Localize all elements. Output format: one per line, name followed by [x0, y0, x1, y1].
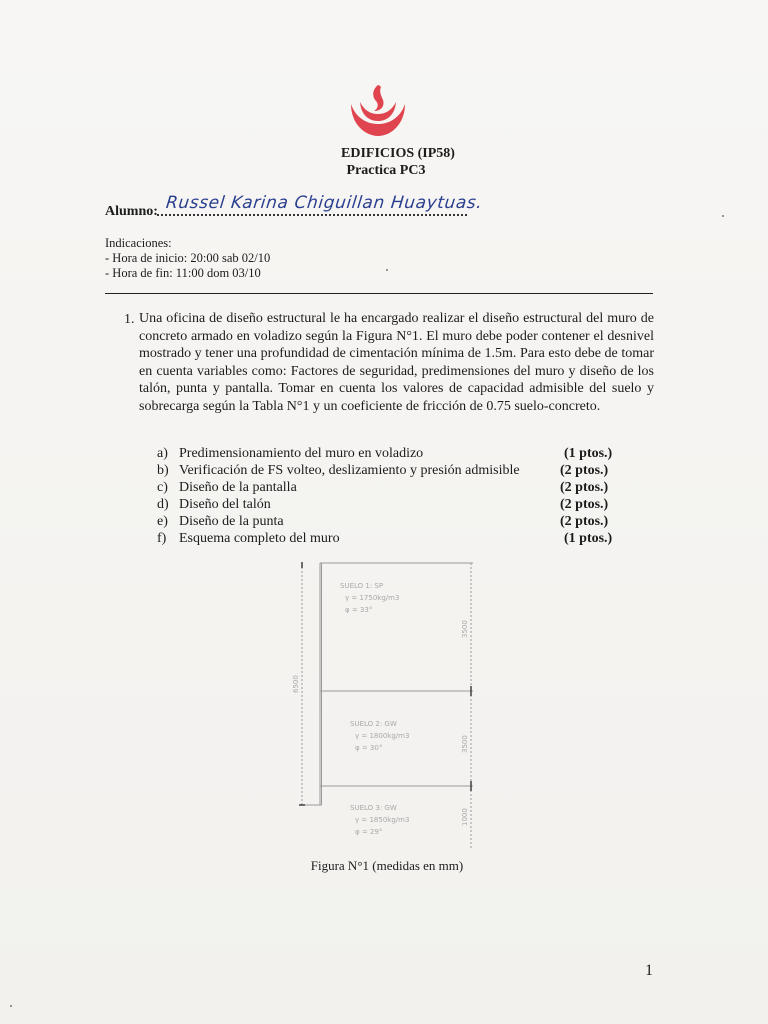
layer2-phi: φ = 30° — [355, 744, 383, 752]
student-name-line — [157, 213, 467, 216]
layer1-dim: 3500 — [461, 620, 469, 638]
student-label: Alumno: — [105, 204, 158, 219]
instructions-end-time: - Hora de fin: 11:00 dom 03/10 — [105, 266, 261, 280]
item-points: (1 ptos.) — [564, 446, 613, 461]
layer2-gamma: γ = 1800kg/m3 — [355, 732, 410, 740]
scan-speck — [10, 1005, 12, 1007]
instructions-start-time: - Hora de inicio: 20:00 sab 02/10 — [105, 251, 271, 265]
layer2-dim: 3500 — [461, 735, 469, 753]
item-text: Diseño de la punta — [179, 514, 284, 529]
item-points: (1 ptos.) — [564, 531, 613, 546]
layer3-gamma: γ = 1850kg/m3 — [355, 816, 410, 824]
student-name-handwritten: Russel Karina Chiguillan Huaytuas. — [164, 193, 484, 213]
item-letter: c) — [157, 480, 168, 495]
layer1-gamma: γ = 1750kg/m3 — [345, 594, 400, 602]
item-letter: b) — [157, 463, 169, 478]
retaining-wall-figure — [290, 558, 490, 853]
layer1-phi: φ = 33° — [345, 606, 373, 614]
item-points: (2 ptos.) — [560, 463, 609, 478]
item-letter: e) — [157, 514, 168, 529]
item-points: (2 ptos.) — [560, 480, 609, 495]
scan-speck — [386, 269, 388, 271]
question-number: 1. — [124, 312, 135, 327]
overall-height-dim: 6500 — [292, 675, 300, 693]
exam-title: Practica PC3 — [346, 163, 426, 178]
university-logo — [345, 82, 411, 138]
item-text: Verificación de FS volteo, deslizamiento y presión admisible — [179, 463, 520, 478]
item-points: (2 ptos.) — [560, 514, 609, 529]
instructions-heading: Indicaciones: — [105, 236, 172, 250]
figure-caption: Figura N°1 (medidas en mm) — [310, 858, 464, 873]
item-letter: f) — [157, 531, 167, 546]
item-text: Diseño del talón — [179, 497, 271, 512]
item-text: Predimensionamiento del muro en voladizo — [179, 446, 424, 461]
page-number: 1 — [645, 962, 653, 979]
item-letter: d) — [157, 497, 169, 512]
layer3-phi: φ = 29° — [355, 828, 383, 836]
scan-speck — [722, 215, 724, 217]
divider-line — [105, 293, 653, 294]
layer3-dim: 1000 — [461, 808, 469, 826]
item-letter: a) — [157, 446, 168, 461]
item-points: (2 ptos.) — [560, 497, 609, 512]
question-text: Una oficina de diseño estructural le ha encargado realizar el diseño estructural del muro de concreto armado en voladizo según la Figura N°1. El muro debe poder contener el desnivel mostrado y tener una profundidad de cimentación mínima de 1.5m. Para esto debe de tomar en cuenta variables como: Factores de seguridad, predimensiones del muro y diseño de los talón, punta y pantalla. Tomar en cuenta los valores de capacidad admisible del suelo y sobrecarga según la Tabla N°1 y un coeficiente de fricción de 0.75 suelo-concreto. — [139, 311, 654, 414]
layer1-name: SUELO 1: SP — [340, 582, 384, 590]
item-text: Diseño de la pantalla — [179, 480, 297, 495]
course-title: EDIFICIOS (IP58) — [341, 146, 455, 161]
layer2-name: SUELO 2: GW — [350, 720, 397, 728]
item-text: Esquema completo del muro — [179, 531, 340, 546]
layer3-name: SUELO 3: GW — [350, 804, 397, 812]
